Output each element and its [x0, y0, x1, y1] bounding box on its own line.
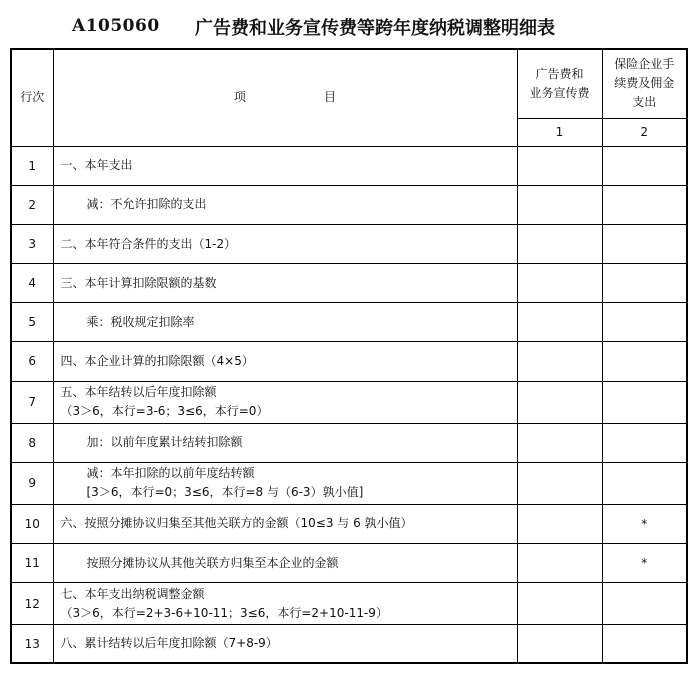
- header-col2-a: 保险企业手: [614, 57, 675, 72]
- table-row: [11, 583, 687, 625]
- col1-input[interactable]: [517, 544, 602, 583]
- item-text: 五、本年结转以后年度扣除额: [60, 385, 217, 400]
- row-item: [53, 303, 517, 342]
- line-number: 5: [11, 303, 53, 342]
- adjustment-table: [10, 48, 688, 664]
- header-col2-b: 续费及佣金: [614, 76, 675, 91]
- col2-input[interactable]: [602, 146, 687, 185]
- table-row: [11, 462, 687, 504]
- line-number: 7: [11, 381, 53, 423]
- form-name: 广告费和业务宣传费等跨年度纳税调整明细表: [195, 18, 555, 39]
- col1-input[interactable]: [517, 185, 602, 224]
- row-item: [53, 264, 517, 303]
- line-number: 9: [11, 462, 53, 504]
- table-row: [11, 225, 687, 264]
- line-number: 1: [11, 146, 53, 185]
- col2-input[interactable]: [602, 583, 687, 625]
- header-col1-b: 业务宣传费: [529, 85, 590, 100]
- item-text: 一、本年支出: [60, 158, 133, 173]
- line-number: 13: [11, 625, 53, 663]
- table-row: [11, 264, 687, 303]
- col1-input[interactable]: [517, 146, 602, 185]
- col2-input[interactable]: [602, 185, 687, 224]
- row-item: [53, 342, 517, 381]
- row-item: [53, 625, 517, 663]
- form-code: A105060: [72, 16, 160, 36]
- table-row: [11, 303, 687, 342]
- table-row: [11, 423, 687, 462]
- row-item: [53, 225, 517, 264]
- item-text: 加：以前年度累计结转扣除额: [86, 435, 243, 450]
- item-text: 二、本年符合条件的支出（1-2）: [60, 236, 237, 251]
- col1-input[interactable]: [517, 625, 602, 663]
- col1-input[interactable]: [517, 423, 602, 462]
- col2-input[interactable]: [602, 225, 687, 264]
- line-number: 4: [11, 264, 53, 303]
- table-row: [11, 185, 687, 224]
- row-item: [53, 185, 517, 224]
- row-item: [53, 544, 517, 583]
- table-row: [11, 504, 687, 543]
- line-number: 3: [11, 225, 53, 264]
- col2-input[interactable]: [602, 625, 687, 663]
- header-col1-num: 1: [517, 118, 602, 146]
- col1-input[interactable]: [517, 264, 602, 303]
- item-text: 乘：税收规定扣除率: [86, 314, 195, 329]
- col2-input[interactable]: [602, 303, 687, 342]
- header-col2: [602, 49, 687, 118]
- header-row: [11, 49, 687, 118]
- item-text: 三、本年计算扣除限额的基数: [60, 275, 217, 290]
- header-col1-a: 广告费和: [535, 66, 584, 81]
- col1-input[interactable]: [517, 504, 602, 543]
- item-text: 八、累计结转以后年度扣除额（7+8-9）: [60, 636, 278, 651]
- table-row: [11, 342, 687, 381]
- col2-na-mark: *: [602, 544, 687, 583]
- col2-input[interactable]: [602, 381, 687, 423]
- item-text: 四、本企业计算的扣除限额（4×5）: [60, 353, 254, 368]
- line-number: 12: [11, 583, 53, 625]
- col1-input[interactable]: [517, 462, 602, 504]
- row-item: [53, 583, 517, 625]
- table-row: [11, 146, 687, 185]
- col1-input[interactable]: [517, 225, 602, 264]
- col2-input[interactable]: [602, 462, 687, 504]
- col2-na-mark: *: [602, 504, 687, 543]
- line-number: 11: [11, 544, 53, 583]
- item-text: 按照分摊协议从其他关联方归集至本企业的金额: [86, 555, 339, 570]
- item-note: （3＞6，本行=2+3-6+10-11；3≤6，本行=2+10-11-9）: [60, 605, 388, 620]
- item-note: [3＞6，本行=0；3≤6，本行=8 与（6-3）孰小值]: [86, 485, 364, 500]
- col2-input[interactable]: [602, 264, 687, 303]
- header-col2-num: 2: [602, 118, 687, 146]
- table-row: [11, 544, 687, 583]
- item-text: 七、本年支出纳税调整金额: [60, 586, 205, 601]
- col2-input[interactable]: [602, 342, 687, 381]
- table-row: [11, 381, 687, 423]
- line-number: 8: [11, 423, 53, 462]
- row-item: [53, 146, 517, 185]
- item-note: （3＞6，本行=3-6；3≤6，本行=0）: [60, 404, 269, 419]
- col1-input[interactable]: [517, 303, 602, 342]
- line-number: 10: [11, 504, 53, 543]
- header-col1: [517, 49, 602, 118]
- row-item: [53, 381, 517, 423]
- item-text: 六、按照分摊协议归集至其他关联方的金额（10≤3 与 6 孰小值）: [60, 516, 413, 531]
- header-item-a: 项: [233, 90, 246, 105]
- col1-input[interactable]: [517, 381, 602, 423]
- header-col2-c: 支出: [632, 95, 657, 110]
- header-item: [53, 49, 517, 146]
- line-number: 2: [11, 185, 53, 224]
- item-text: 减：不允许扣除的支出: [86, 197, 207, 212]
- item-text: 减：本年扣除的以前年度结转额: [86, 466, 255, 481]
- table-row: [11, 625, 687, 663]
- col2-input[interactable]: [602, 423, 687, 462]
- row-item: [53, 462, 517, 504]
- row-item: [53, 423, 517, 462]
- col1-input[interactable]: [517, 342, 602, 381]
- row-item: [53, 504, 517, 543]
- header-line-no: 行次: [11, 49, 53, 146]
- col1-input[interactable]: [517, 583, 602, 625]
- header-item-b: 目: [324, 90, 337, 105]
- form-title: [0, 14, 696, 40]
- line-number: 6: [11, 342, 53, 381]
